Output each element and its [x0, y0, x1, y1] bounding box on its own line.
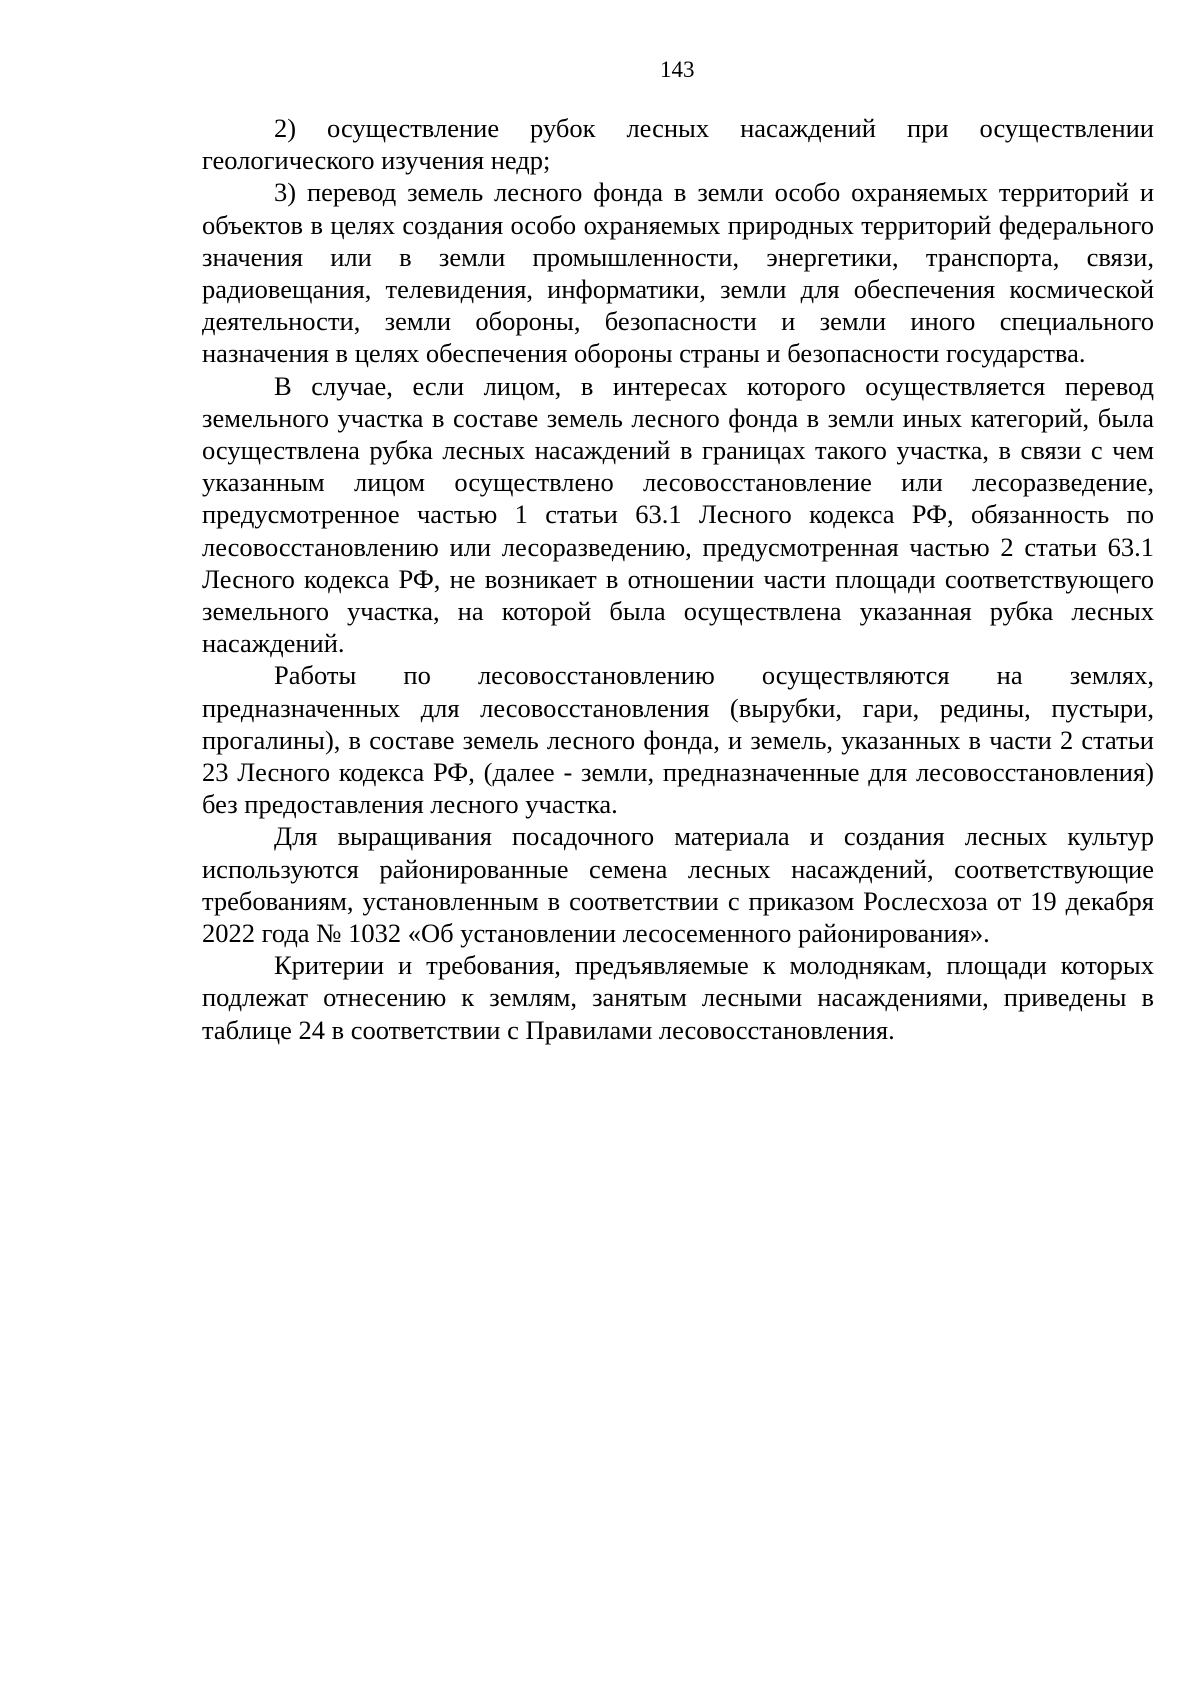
paragraph-geological-study: 2) осуществление рубок лесных насаждений при осуществлении геологического изучения недр; — [202, 113, 1154, 176]
paragraph-planting-material: Для выращивания посадочного материала и создания лесных культур используются районированные семена лесных насаждений, соответствующие требованиям, установленным в соответствии с приказом Рослесхоза от 19 декабря 2022 года № 1032 «Об установлении лесосеменного районирования». — [202, 821, 1154, 949]
page-number-container — [0, 56, 1200, 86]
document-body — [202, 112, 1154, 1046]
page-number: 143 — [660, 57, 695, 82]
paragraph-reforestation-works: Работы по лесовосстановлению осуществляются на землях, предназначенных для лесовосстановления (вырубки, гари, редины, пустыри, прогалины), в составе земель лесного фонда, и земель, указанных в части 2 статьи 23 Лесного кодекса РФ, (далее - земли, предназначенные для лесовосстановления) без предоставления лесного участка. — [202, 660, 1154, 820]
paragraph-land-transfer: 3) перевод земель лесного фонда в земли особо охраняемых территорий и объектов в целях создания особо охраняемых природных территорий федерального значения или в земли промышленности, энергетики, транспорта, связи, радиовещания, телевидения, информатики, земли для обеспечения космической деятельности, земли обороны, безопасности и земли иного специального назначения в целях обеспечения обороны страны и безопасности государства. — [202, 177, 1154, 369]
paragraph-young-stands-criteria: Критерии и требования, предъявляемые к молоднякам, площади которых подлежат отнесению к землям, занятым лесными насаждениями, приведены в таблице 24 в соответствии с Правилами лесовосстановления. — [202, 950, 1154, 1045]
paragraph-logging-case: В случае, если лицом, в интересах которого осуществляется перевод земельного участка в составе земель лесного фонда в земли иных категорий, была осуществлена рубка лесных насаждений в границах такого участка, в связи с чем указанным лицом осуществлено лесовосстановление или лесоразведение, предусмотренное частью 1 статьи 63.1 Лесного кодекса РФ, обязанность по лесовосстановлению или лесоразведению, предусмотренная частью 2 статьи 63.1 Лесного кодекса РФ, не возникает в отношении части площади соответствующего земельного участка, на которой была осуществлена указанная рубка лесных насаждений. — [202, 370, 1154, 659]
